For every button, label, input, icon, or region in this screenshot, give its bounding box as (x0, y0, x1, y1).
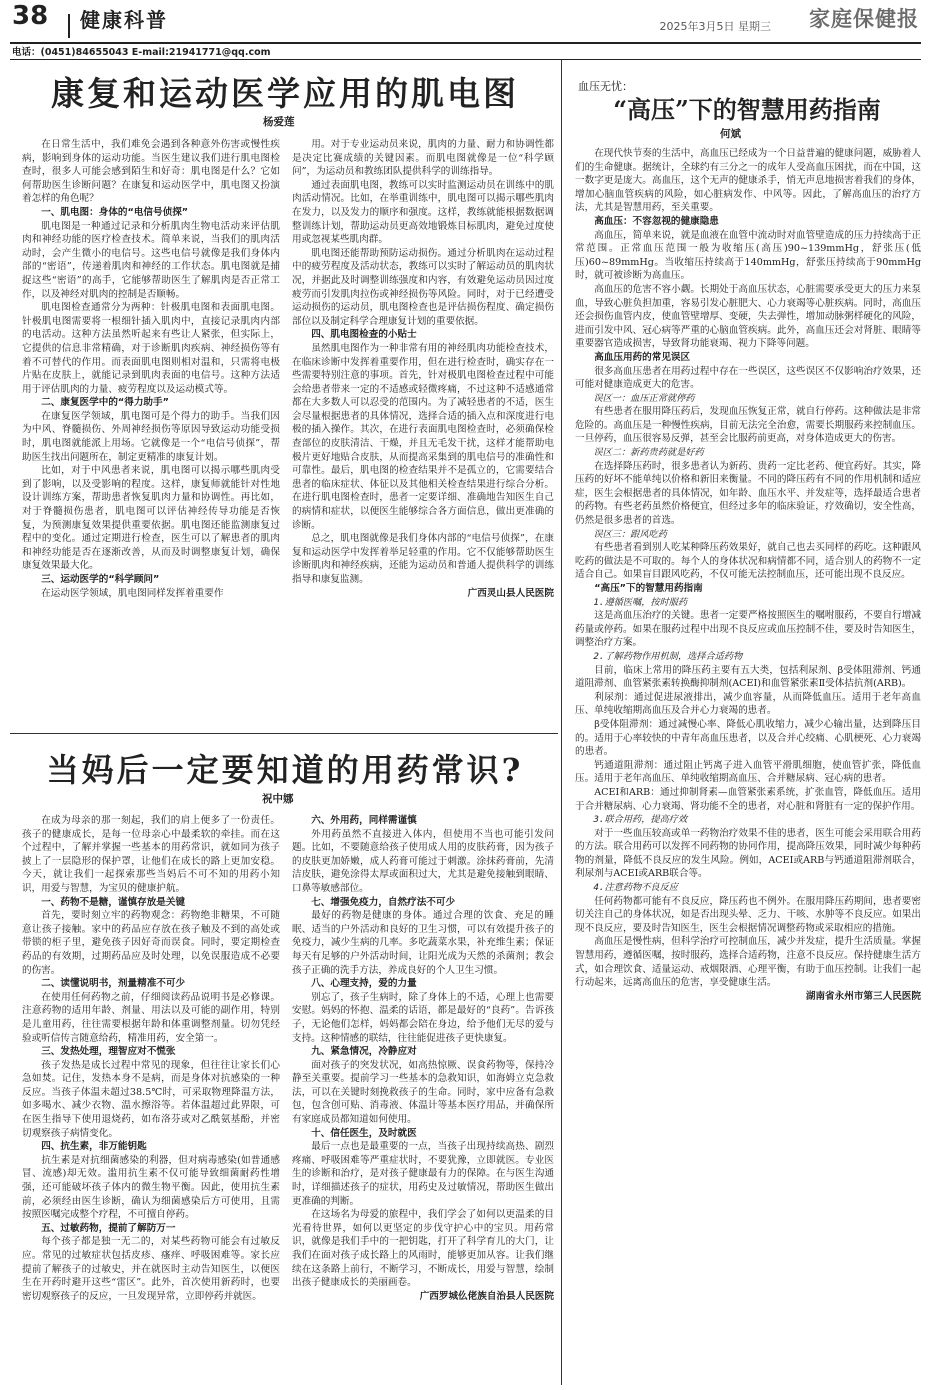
paragraph: 在日常生活中，我们难免会遇到各种意外伤害或慢性疾病，影响到身体的运动功能。当医生建议我们进行肌电图检查时，很多人可能会感到陌生和好奇：肌电图是什么？它如何帮助医生诊断问题？在康复和运动医学中，肌电图又扮演着怎样的角色呢？ (22, 139, 280, 205)
paragraph: 在使用任何药物之前，仔细阅读药品说明书是必修课。注意药物的适用年龄、剂量、用法以及可能的副作用，特别是儿童用药，往往需要根据年龄和体重调整剂量。切勿凭经验或听信传言随意给药，精准用药，安全第一。 (22, 991, 280, 1044)
paragraph: 每个孩子都是独一无二的，对某些药物可能会有过敏反应。常见的过敏症状包括皮疹、瘙痒、呼吸困难等。家长应提前了解孩子的过敏史，并在就医时主动告知医生，以便医生在开药时避开这些“雷区”。此外，首次使用新药时，也要密切观察孩子的反应，一旦发现异常，立即停药并就医。 (22, 1236, 280, 1302)
paragraph: 高血压的危害不容小觑。长期处于高血压状态，心脏需要承受更大的压力来泵血，导致心脏负担加重，容易引发心脏肥大、心力衰竭等心脏疾病。同时，高血压还会损伤血管内皮，使血管壁增厚、变硬，失去弹性，增加动脉粥样硬化的风险，进而引发中风、冠心病等严重的心脑血管疾病。此外，高血压还会对肾脏、眼睛等重要器官造成损害，导致肾功能衰竭、视力下降等问题。 (575, 283, 921, 350)
paragraph: 任何药物都可能有不良反应，降压药也不例外。在服用降压药期间，患者要密切关注自己的身体状况，如是否出现头晕、乏力、干咳、水肿等不良反应。如果出现不良反应，要及时告知医生，医生会根据情况调整药物或采取相应的措施。 (575, 895, 921, 934)
article2-title: 当妈后一定要知道的用药常识? (46, 751, 524, 789)
minor-heading: 4.注意药物不良反应 (593, 882, 678, 894)
paragraph: 抗生素是对抗细菌感染的利器，但对病毒感染(如普通感冒、流感)却无效。滥用抗生素不仅可能导致细菌耐药性增强，还可能破坏孩子体内的微生物平衡。因此，使用抗生素前，必须经由医生诊断，确认为细菌感染后方可使用，且需按照医嘱完成整个疗程，不可擅自停药。 (22, 1154, 280, 1221)
minor-heading: 2.了解药物作用机制，选择合适药物 (593, 650, 743, 662)
subheading: 一、肌电图：身体的“电信号侦探” (41, 206, 189, 218)
paragraph: 孩子发热是成长过程中常见的现象，但往往让家长们心急如焚。记住，发热本身不是病，而是身体对抗感染的一种反应。当孩子体温未超过38.5℃时，可采取物理降温方法，如多喝水、减少衣物、温水擦浴等。若体温超过此界限，可在医生指导下使用退烧药，如布洛芬或对乙酰氨基酚，并密切观察孩子病情变化。 (22, 1059, 280, 1139)
article3-body (575, 147, 921, 1382)
paragraph: 利尿剂：通过促进尿液排出，减少血容量，从而降低血压。适用于老年高血压、单纯收缩期高血压及合并心力衰竭的患者。 (575, 691, 921, 717)
paragraph: 肌电图是一种通过记录和分析肌肉生物电活动来评估肌肉和神经功能的医疗检查技术。简单来说，当我们的肌肉活动时，会产生微小的电信号。这些电信号就像是我们身体内部的“密语”，传递着肌肉和神经的工作状态。肌电图就是捕捉这些“密语”的高手，它能够帮助医生了解肌肉是否正常工作，以及神经对肌肉的控制是否顺畅。 (22, 220, 280, 300)
paragraph: 高血压是慢性病，但科学治疗可控制血压，减少并发症，提升生活质量。掌握智慧用药，遵循医嘱，按时服药，选择合适药物，注意不良反应。保持健康生活方式，如合理饮食、适量运动、戒烟限酒、心理平衡，有助于血压控制。让我们一起行动起来，远离高血压的危害，享受健康生活。 (575, 936, 921, 989)
paragraph: β受体阻滞剂：通过减慢心率、降低心肌收缩力，减少心输出量，达到降压目的。适用于心率较快的中青年高血压患者，以及合并心绞痛、心肌梗死、心力衰竭的患者。 (575, 718, 921, 758)
subheading: 三、发热处理，理智应对不慌张 (41, 1046, 176, 1058)
paragraph: 在这场名为母爱的旅程中，我们学会了如何以更温柔的目光看待世界，如何以更坚定的步伐守护心中的宝贝。用药常识，就像是我们手中的一把钥匙，打开了科学育儿的大门，让我们在面对孩子成长路上的风雨时，能够更加从容。让我们继续在这条路上前行，不断学习，不断成长，用爱与智慧，绘制出孩子健康成长的美丽画卷。 (292, 1209, 554, 1289)
paragraph: 在现代快节奏的生活中，高血压已经成为一个日益普遍的健康问题，威胁着人们的生命健康。据统计，全球约有三分之一的成年人受高血压困扰，而在中国，这一数字更是庞大。高血压，这个无声的健康杀手，悄无声息地损害着我们的身体，增加心脑血管疾病的风险，如心脏病发作、中风等。因此，了解高血压的治疗方法，尤其是智慧用药，至关重要。 (575, 148, 921, 214)
subheading: 七、增强免疫力，自然疗法不可少 (311, 896, 456, 908)
paragraph: 首先，要时刻立牢的药物观念：药物绝非糖果，不可随意让孩子接触。家中的药品应存放在孩子触及不到的高处或带锁的柜子里，避免孩子因好奇而误食。同时，要定期检查药品的有效期，过期药品应及时处理，以免误服造成不必要的伤害。 (22, 910, 280, 976)
paragraph: 虽然肌电图作为一种非常有用的神经肌肉功能检查技术，在临床诊断中发挥着重要作用，但在进行检查时，确实存在一些需要特别注意的事项。首先，针对极肌电图检查过程中可能会给患者带来一定的不适感或轻微疼痛，不过这种不适感通常都在大多数人可以忍受的范围内。为了减轻患者的不适，医生会尽量根据患者的具体情况，选择合适的插入点和深度进行电极的插入操作。其次，在进行表面肌电图检查时，必须确保检查部位的皮肤清洁、干燥，并且无毛发干扰，这样才能帮助电极片更好地贴合皮肤，从而提高采集到的肌电信号的准确性和可靠性。最后，肌电图的检查结果并不是孤立的，它需要结合患者的临床症状、体征以及其他相关检查结果进行综合分析。在进行肌电图检查时，患者一定要详细、准确地告知医生自己的病情和症状，以便医生能够综合各方面信息，做出更准确的诊断。 (292, 342, 554, 531)
minor-heading: 误区一：血压正常就停药 (593, 392, 695, 404)
article3-title: “高压”下的智慧用药指南 (613, 95, 881, 124)
article1-col2 (292, 138, 554, 725)
header-divider (68, 14, 70, 38)
paragraph: 通过表面肌电图，教练可以实时监测运动员在训练中的肌肉活动情况。比如，在举重训练中，肌电图可以揭示哪些肌肉在发力，以及发力的顺序和强度。这样，教练就能根据数据调整训练计划，帮助运动员更高效地锻炼目标肌肉，避免过度使用或忽视某些肌肉群。 (292, 179, 554, 246)
paragraph: 别忘了，孩子生病时，除了身体上的不适，心理上也需要安慰。妈妈的怀抱、温柔的话语，都是最好的“良药”。告诉孩子，无论他们怎样，妈妈都会陪在身边，给予他们无尽的爱与支持。这种情感的联结，往往能促进孩子更快康复。 (292, 991, 554, 1044)
paragraph: 有些患者看到别人吃某种降压药效果好，就自己也去买同样的药吃。这种跟风吃药的做法是不可取的。每个人的身体状况和病情都不同，适合别人的药物不一定适合自己。如果盲目跟风吃药，不仅可能无法控制血压，还可能出现不良反应。 (575, 542, 921, 581)
subheading: 二、康复医学中的“得力助手” (41, 397, 169, 409)
subheading: 三、运动医学的“科学顾问” (41, 574, 160, 585)
article1-title: 康复和运动医学应用的肌电图 (51, 74, 519, 113)
subheading: 八、心理支持，爱的力量 (311, 978, 417, 990)
paragraph: 最后一点也是最重要的一点，当孩子出现持续高热、剧烈疼痛、呼吸困难等严重症状时，不要犹豫，立即就医。专业医生的诊断和治疗，是对孩子健康最有力的保障。在与医生沟通时，详细描述孩子的症状，用药史及过敏情况，帮助医生做出更准确的判断。 (292, 1141, 554, 1207)
paragraph: 钙通道阻滞剂：通过阻止钙离子进入血管平滑肌细胞，使血管扩张，降低血压。适用于老年高血压、单纯收缩期高血压、合并糖尿病、冠心病的患者。 (575, 759, 921, 785)
newspaper-name: 家庭保健报 (809, 6, 919, 31)
subheading: 高血压用药的常见误区 (594, 351, 691, 363)
minor-heading: 误区二：新药贵药就是好药 (593, 447, 704, 459)
paragraph: 外用药虽然不直接进入体内，但使用不当也可能引发问题。比如，不要随意给孩子使用成人用的皮肤药膏，因为孩子的皮肤更加娇嫩，成人药膏可能过于刺激。涂抹药膏前，先清洁皮肤，避免涂得太厚或面积过大，尤其是避免接触到眼睛、口鼻等敏感部位。 (292, 828, 554, 894)
paragraph: 在选择降压药时，很多患者认为新药、贵药一定比老药、便宜药好。其实，降压药的好坏不能单纯以价格和新旧来衡量。不同的降压药有不同的作用机制和适应症，医生会根据患者的具体情况，如年龄、血压水平、并发症等，选择最适合患者的药物。有些老药虽然价格便宜，但经过多年的临床验证，疗效确切，安全性高，仍然是很多患者的首选。 (575, 460, 921, 527)
article-divider (10, 733, 558, 734)
issue-date: 2025年3月5日 星期三 (659, 20, 771, 33)
article2-col2 (292, 814, 554, 1382)
page-number: 38 (12, 1, 49, 31)
paragraph: 在运动医学领域，肌电图同样发挥着重要作 (41, 587, 224, 599)
paragraph: 对于一些血压较高或单一药物治疗效果不佳的患者，医生可能会采用联合用药的方法。联合用药可以发挥不同药物的协同作用，提高降压效果，同时减少每种药物的剂量，降低不良反应的发生风险。例如，ACEI或ARB与钙通道阻滞剂联合，利尿剂与ACEI或ARB联合等。 (575, 827, 921, 880)
minor-heading: 误区三：跟风吃药 (593, 528, 667, 540)
column-divider (561, 60, 562, 1385)
paragraph: 高血压，简单来说，就是血液在血管中流动时对血管壁造成的压力持续高于正常范围。正常血压范围一般为收缩压(高压)90~139mmHg，舒张压(低压)60~89mmHg。当收缩压持续高于140mmHg，舒张压持续高于90mmHg时，就可被诊断为高血压。 (575, 229, 921, 282)
source-hospital: 广西灵山县人民医院 (467, 587, 554, 599)
paragraph: 在成为母亲的那一刻起，我们的肩上便多了一份责任。孩子的健康成长，是每一位母亲心中最柔软的牵挂。而在这个过程中，了解并掌握一些基本的用药常识，就如同为孩子披上了一层隐形的保护罩，让他们在成长的路上更加安稳。今天，就让我们一起探索那些当妈后不可不知的用药小知识，用爱与智慧，为宝贝的健康护航。 (22, 815, 280, 894)
paragraph: 肌电图检查通常分为两种：针极肌电图和表面肌电图。针极肌电图需要将一根细针插入肌肉中，直接记录肌肉内部的电活动。这种方法虽然听起来有些让人紧张，但实际上，它提供的信息非常精确，对于诊断肌肉疾病、神经损伤等有着不可替代的作用。而表面肌电图则相对温和，只需将电极片贴在皮肤上，就能记录到肌肉表面的电信号。这种方法适用于评估肌肉的力量、疲劳程度以及运动模式等。 (22, 302, 280, 395)
paragraph: 目前，临床上常用的降压药主要有五大类，包括利尿剂、β受体阻滞剂、钙通道阻滞剂、血管紧张素转换酶抑制剂(ACEI)和血管紧张素Ⅱ受体拮抗剂(ARB)。 (575, 664, 921, 690)
subheading: “高压”下的智慧用药指南 (594, 583, 703, 594)
minor-heading: 1.遵循医嘱，按时服药 (593, 596, 688, 608)
paragraph: 这是高血压治疗的关键。患者一定要严格按照医生的嘱咐服药，不要自行增减药量或停药。如果在服药过程中出现不良反应或血压控制不佳，要及时告知医生，调整治疗方案。 (575, 610, 921, 649)
article2-author: 祝中娜 (262, 793, 294, 805)
paragraph: 用。对于专业运动员来说，肌肉的力量、耐力和协调性都是决定比赛成绩的关键因素。而肌电图就像是一位“科学顾问”，为运动员和教练团队提供科学的训练指导。 (292, 139, 554, 178)
paragraph: 很多高血压患者在用药过程中存在一些误区，这些误区不仅影响治疗效果，还可能对健康造成更大的危害。 (575, 365, 921, 391)
paragraph: 肌电图还能帮助预防运动损伤。通过分析肌肉在运动过程中的疲劳程度及活动状态，教练可以实时了解运动员的肌肉状况，并据此及时调整训练强度和内容，有效避免运动员因过度疲劳而引发肌肉拉伤或神经损伤等风险。同时，对于已经遭受运动损伤的运动员，肌电图检查也是评估损伤程度、确定损伤部位以及制定科学合理康复计划的重要依据。 (292, 247, 554, 327)
minor-heading: 3.联合用药，提高疗效 (593, 814, 688, 826)
article1-col1 (22, 138, 280, 725)
paragraph: 面对孩子的突发状况，如高热惊厥、误食药物等，保持冷静至关重要。提前学习一些基本的急救知识，如海姆立克急救法，可以在关键时刻挽救孩子的生命。同时，家中应备有急救包，包含创可贴、消毒液、体温计等基本医疗用品，并确保所有家庭成员都知道如何使用。 (292, 1059, 554, 1126)
paragraph: 总之，肌电图就像是我们身体内部的“电信号侦探”，在康复和运动医学中发挥着举足轻重的作用。它不仅能够帮助医生诊断肌肉和神经疾病，还能为运动员和普通人提供科学的训练指导和康复监测。 (292, 533, 554, 585)
header-rule (10, 59, 921, 60)
subheading: 四、肌电图检查的小贴士 (311, 329, 417, 341)
paragraph: 比如，对于中风患者来说，肌电图可以揭示哪些肌肉受到了影响，以及受影响的程度。这样，康复师就能针对性地设计训练方案，帮助患者恢复肌肉力量和协调性。再比如，对于脊髓损伤患者，肌电图可以评估神经传导功能是否恢复，为预测康复效果提供重要依据。肌电图还能监测康复过程中的变化。通过定期进行检查，医生可以了解患者的肌肉和神经功能是否在逐渐改善，从而及时调整康复计划，确保康复效果最大化。 (22, 465, 280, 572)
article1-author: 杨爱莲 (263, 116, 295, 128)
paragraph: 在康复医学领域，肌电图可是个得力的助手。当我们因为中风、脊髓损伤、外周神经损伤等原因导致运动功能受损时，肌电图就能派上用场。它就像是一个“电信号侦探”，帮助医生找出问题所在，制定更精准的康复计划。 (22, 410, 280, 463)
contact-line: 电话：(0451)84655043 E-mail:21941771@qq.com (12, 47, 271, 58)
subheading: 四、抗生素，非万能钥匙 (41, 1141, 147, 1153)
subheading: 五、过敏药物，提前了解防万一 (41, 1222, 176, 1234)
paragraph: ACEI和ARB：通过抑制肾素—血管紧张素系统，扩张血管，降低血压。适用于合并糖尿病、心力衰竭、肾功能不全的患者，对心脏和肾脏有一定的保护作用。 (575, 786, 921, 812)
source-hospital: 湖南省永州市第三人民医院 (805, 990, 921, 1002)
article2-col1 (22, 814, 280, 1382)
article3-kicker: 血压无忧： (578, 80, 633, 93)
subheading: 十、信任医生，及时就医 (311, 1127, 417, 1139)
subheading: 高血压：不容忽视的健康隐患 (594, 215, 719, 227)
article3-author: 何斌 (720, 128, 741, 140)
source-hospital: 广西罗城仫佬族自治县人民医院 (419, 1290, 554, 1302)
page-header (10, 1, 921, 44)
paragraph: 有些患者在服用降压药后，发现血压恢复正常，就自行停药。这种做法是非常危险的。高血压是一种慢性疾病，目前无法完全治愈，需要长期服药来控制血压。一旦停药，血压很容易反弹，甚至会比服药前更高，对身体造成更大的伤害。 (575, 406, 921, 445)
section-name: 健康科普 (80, 8, 168, 32)
subheading: 九、紧急情况，冷静应对 (311, 1046, 417, 1058)
subheading: 一、药物不是糖，谨慎存放是关键 (41, 896, 186, 908)
subheading: 二、读懂说明书，剂量精准不可少 (41, 978, 186, 990)
paragraph: 最好的药物是健康的身体。通过合理的饮食、充足的睡眠、适当的户外活动和良好的卫生习惯，可以有效提升孩子的免疫力，减少生病的几率。多吃蔬菜水果，补充维生素；保证每天有足够的户外活动时间，让阳光成为天然的杀菌剂；教会孩子正确的洗手方法，养成良好的个人卫生习惯。 (292, 910, 554, 976)
subheading: 六、外用药，同样需谨慎 (311, 815, 417, 826)
